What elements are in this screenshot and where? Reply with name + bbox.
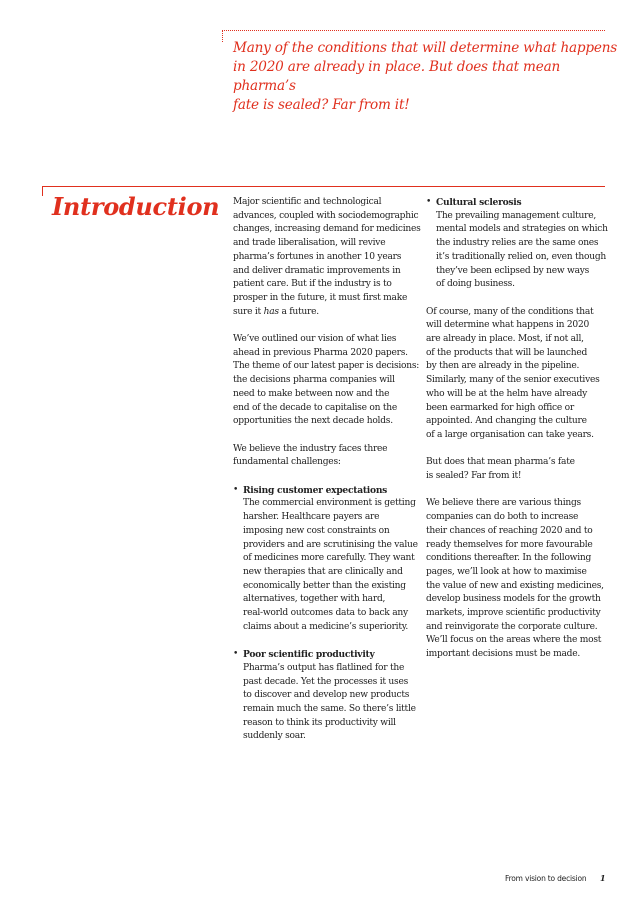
paragraph-text: Major scientific and technological advances, coupled with sociodemographic changes, increasing demand for medicines and trade liberalisation, will revive pharma’s fortunes in another 10 years and deliver dramatic improvements in patient care. But if the industry is to prosper in the future, it must first make sure it (233, 197, 421, 317)
quote-dotted-rule (222, 30, 605, 31)
bullet-item (233, 484, 423, 635)
text-column-left (233, 196, 423, 758)
paragraph: Of course, many of the conditions that will determine what happens in 2020 are already in place. Most, if not all, of the products that will be launched by then are already in the pipeline. Similarly, many of the senior executives who will be at the helm have already been earmarked for high office or appointed. And changing the culture of a large organisation can take years. (426, 306, 600, 440)
bullet-heading: Rising customer expectations (243, 484, 388, 496)
paragraph-text: a future. (278, 306, 319, 317)
quote-dotted-corner (222, 30, 223, 42)
paragraph: We’ve outlined our vision of what lies ahead in previous Pharma 2020 papers. The theme of our latest paper is decisions: the decisions pharma companies will need to make between now and the end of the decade to capitalise on the opportunities the next decade holds. (233, 334, 420, 427)
page-number: 1 (600, 873, 606, 883)
pull-quote: Many of the conditions that will determine what happens in 2020 are already in place. But does that mean pharma’s fate is sealed? Far from it! (233, 40, 618, 113)
section-rule-corner (42, 186, 43, 196)
text-column-right (426, 196, 616, 676)
section-rule (42, 186, 605, 187)
bullet-body: The prevailing management culture, mental models and strategies on which the industry relies are the same ones it’s traditionally relied on, even though they’ve been eclipsed by new ways of doing business. (436, 210, 608, 290)
emphasis: has (263, 306, 279, 317)
bullet-body: The commercial environment is getting harsher. Healthcare payers are imposing new cost constraints on providers and are scrutinising the value of medicines more carefully. They want new therapies that are clinically and economically better than the existing alternatives, together with hard, real-world outcomes data to back any claims about a medicine’s superiority. (243, 498, 418, 632)
bullet-icon: • (233, 484, 239, 495)
bullet-icon: • (426, 197, 432, 207)
bullet-heading: Poor scientific productivity (243, 649, 375, 661)
section-title: Introduction (52, 192, 220, 221)
bullet-item (426, 196, 616, 292)
bullet-heading: Cultural sclerosis (436, 197, 522, 208)
bullet-body: Pharma’s output has flatlined for the past decade. Yet the processes it uses to discover and develop new products remain much the same. So there’s little reason to think its productivity will suddenly soar. (243, 662, 416, 742)
paragraph: But does that mean pharma’s fate is sealed? Far from it! (426, 457, 575, 482)
footer-title: From vision to decision (505, 874, 587, 883)
bullet-item (233, 648, 423, 744)
paragraph (233, 196, 423, 319)
paragraph: We believe there are various things companies can do both to increase their chances of reaching 2020 and to ready themselves for more favourable conditions thereafter. In the following pages, we’ll look at how to maximise the value of new and existing medicines, develop business models for the growth markets, improve scientific productivity and reinvigorate the corporate culture. We’ll focus on the areas where the most important decisions must be made. (426, 498, 604, 660)
bullet-icon: • (233, 649, 239, 660)
paragraph: We believe the industry faces three fundamental challenges: (233, 443, 388, 468)
